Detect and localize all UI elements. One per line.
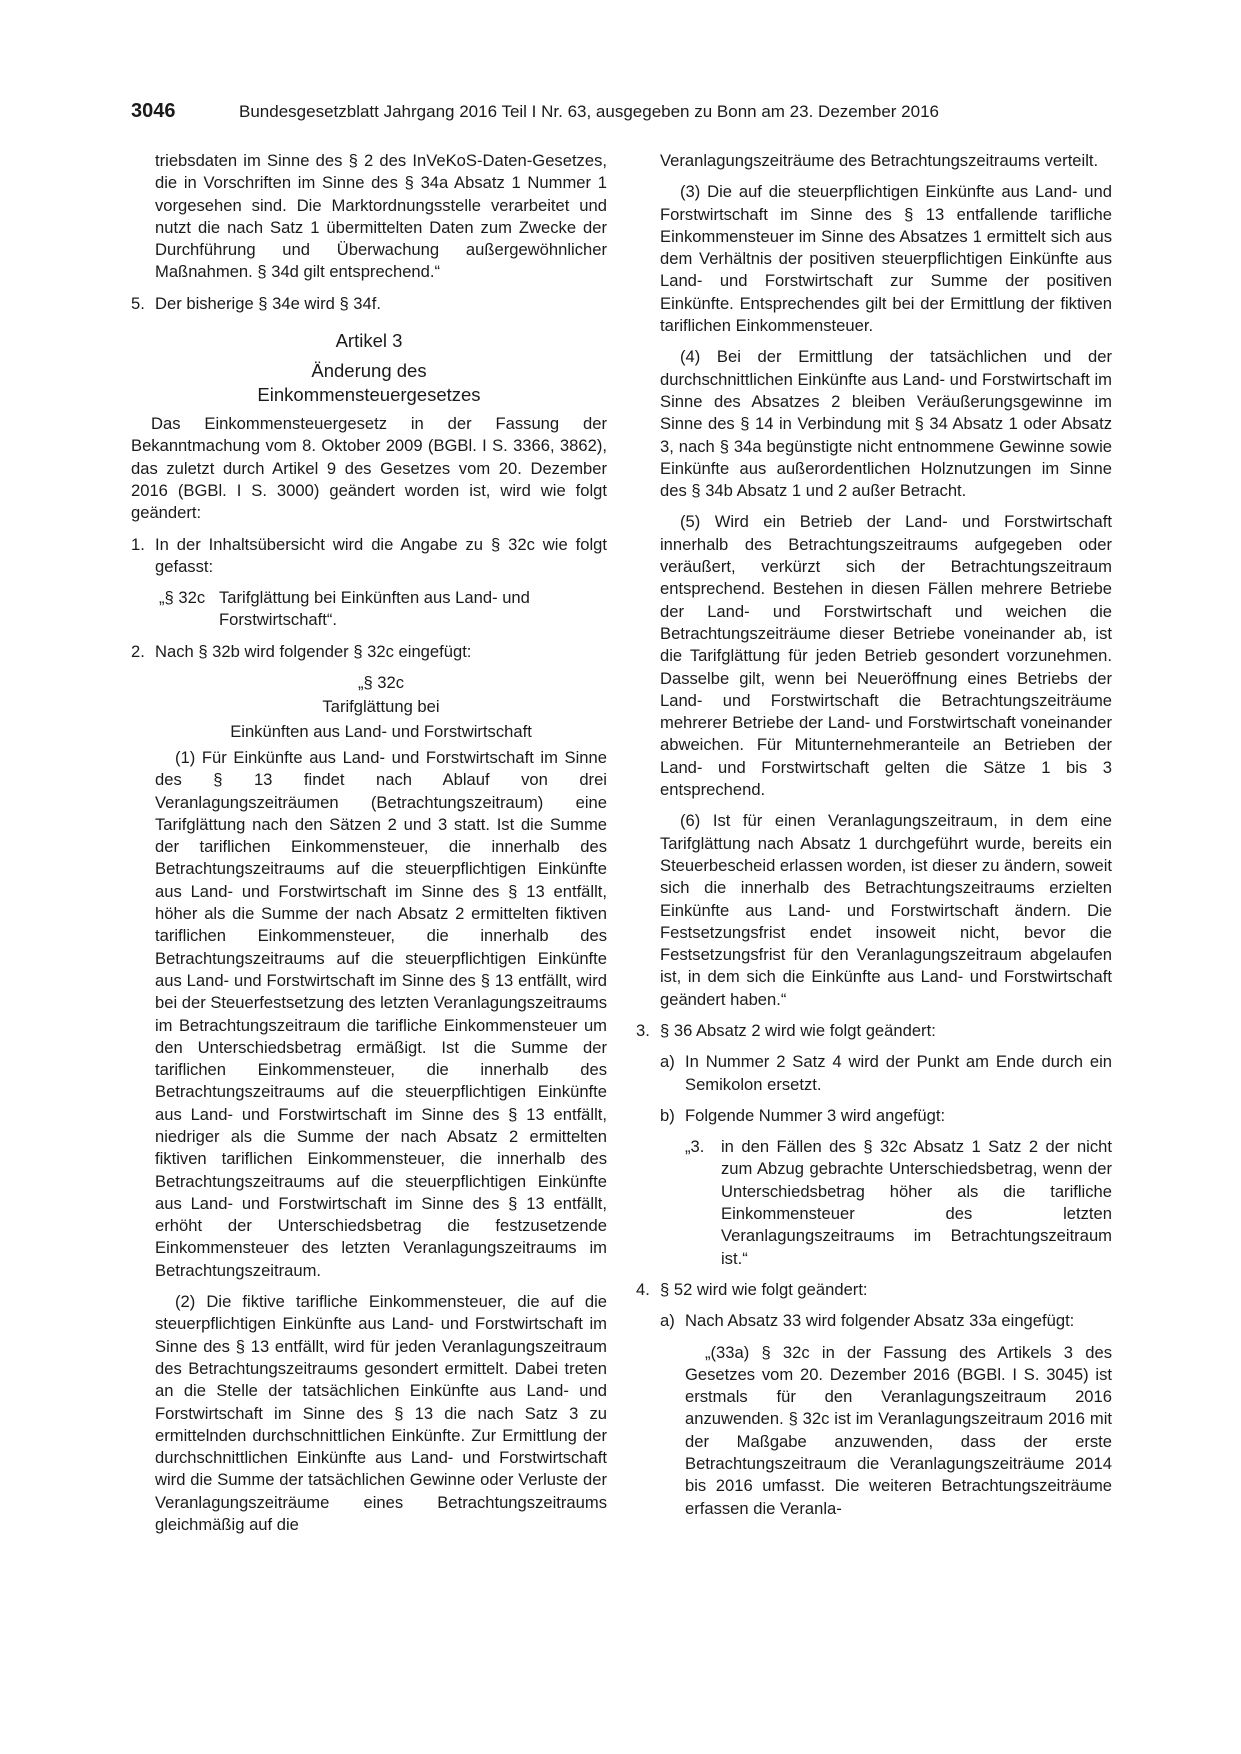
item-label: 3.: [636, 1020, 650, 1040]
quoted-number-3: [636, 1136, 1112, 1270]
toc-entry: [131, 587, 607, 632]
header-title: Bundesgesetzblatt Jahrgang 2016 Teil I Nr. 63, ausgegeben zu Bonn am 23. Dezember 2016: [239, 102, 939, 121]
paragraph-2: (2) Die fiktive tarifliche Einkommensteuer, die auf die steuerpflichtigen Einkünfte aus Land- und Forstwirtschaft im Sinne des § 13 entfällt, wird für jeden Veranlagungszeitraum des Betrachtungszeitraums gesondert ermittelt. Dabei treten an die Stelle der tatsächlichen Einkünfte aus Land- und Forstwirtschaft im Sinne des § 13 die nach Satz 3 zu ermittelnden durchschnittlichen Einkünfte. Zur Ermittlung der durchschnittlichen Einkünfte aus Land- und Forstwirtschaft wird die Summe der tatsächlichen Gewinne oder Verluste der Veranlagungszeiträume eines Betrachtungszeitraums gleichmäßig auf die: [155, 1292, 607, 1535]
item-text: Der bisherige § 34e wird § 34f.: [155, 293, 381, 313]
article-title: [131, 359, 607, 407]
intro-continuation: triebsdaten im Sinne des § 2 des InVeKoS-Daten-Gesetzes, die in Vorschriften im Sinne des § 34a Absatz 1 Nummer 1 vorgesehen sind. Die Marktordnungsstelle verarbeitet und nutzt die nach Satz 1 übermittelten Daten zum Zwecke der Durchführung und Überwachung außergewöhnlicher Maßnahmen. § 34d gilt entsprechend.“: [155, 151, 607, 282]
article-number: Artikel 3: [335, 330, 403, 352]
list-item-5: [131, 293, 607, 315]
section-title-line-2: Einkünften aus Land- und Forstwirtschaft: [230, 721, 532, 741]
item-label: „3.: [685, 1137, 705, 1157]
list-item-2: [131, 641, 607, 663]
list-item-4: [636, 1279, 1112, 1301]
list-item-3a: [636, 1051, 1112, 1096]
paragraph-3: (3) Die auf die steuerpflichtigen Einkünfte aus Land- und Forstwirtschaft im Sinne des § 13 entfallende tarifliche Einkommensteuer im Sinne des Absatzes 1 ermittelt sich aus dem Verhältnis der positiven steuerpflichtigen Einkünfte aus Land- und Forstwirtschaft zur Summe der positiven Einkünfte. Entsprechendes gilt bei der Ermittlung der fiktiven tariflichen Einkommensteuer.: [660, 182, 1112, 336]
article-title-line-1: Änderung des: [311, 360, 427, 382]
left-column: [131, 150, 607, 1536]
item-label: 1.: [131, 534, 145, 554]
list-item-3: [636, 1020, 1112, 1042]
item-text: In der Inhaltsübersicht wird die Angabe zu § 32c wie folgt gefasst:: [155, 534, 607, 576]
item-label: b): [660, 1105, 675, 1125]
list-item-4a: [636, 1310, 1112, 1332]
paragraph-2-continuation: Veranlagungszeiträume des Betrachtungszeitraums verteilt.: [660, 151, 1099, 170]
paragraph-1: (1) Für Einkünfte aus Land- und Forstwirtschaft im Sinne des § 13 findet nach Ablauf von drei Veranlagungszeiträumen (Betrachtungszeitraum) eine Tarifglättung nach den Sätzen 2 und 3 statt. Ist die Summe der tariflichen Einkommensteuer, die innerhalb des Betrachtungszeitraums auf die steuerpflichtigen Einkünfte aus Land- und Forstwirtschaft im Sinne des § 13 entfällt, höher als die Summe der nach Absatz 2 ermittelten fiktiven tariflichen Einkommensteuer, die innerhalb des Betrachtungszeitraums auf die steuerpflichtigen Einkünfte aus Land- und Forstwirtschaft im Sinne des § 13 entfällt, wird bei der Steuerfestsetzung des letzten Veranlagungszeitraums im Betrachtungszeitraum die tarifliche Einkommensteuer um den Unterschiedsbetrag ermäßigt. Ist die Summe der tariflichen Einkommensteuer, die innerhalb des Betrachtungszeitraums auf die steuerpflichtigen Einkünfte aus Land- und Forstwirtschaft im Sinne des § 13 entfällt, niedriger als die Summe der nach Absatz 2 ermittelten fiktiven tariflichen Einkommensteuer, die innerhalb des Betrachtungszeitraums auf die steuerpflichtigen Einkünfte aus Land- und Forstwirtschaft im Sinne des § 13 entfällt, erhöht der Unterschiedsbetrag die festzusetzende Einkommensteuer des letzten Veranlagungszeitraums im Betrachtungszeitraum.: [155, 747, 607, 1280]
item-text: § 52 wird wie folgt geändert:: [660, 1279, 868, 1299]
item-text: Nach § 32b wird folgender § 32c eingefügt:: [155, 641, 472, 661]
toc-text: Tarifglättung bei Einkünften aus Land- und Forstwirtschaft“.: [219, 588, 530, 630]
item-text: in den Fällen des § 32c Absatz 1 Satz 2 der nicht zum Abzug gebrachte Unterschiedsbetrag, wenn der Unterschiedsbetrag höher als die tarifliche Einkommensteuer des letzten Veranlagungszeitraums im Betrachtungszeitraum ist.“: [721, 1137, 1112, 1268]
item-label: 4.: [636, 1279, 650, 1299]
article-title-line-2: Einkommensteuergesetzes: [257, 384, 481, 406]
article-intro: Das Einkommensteuergesetz in der Fassung der Bekanntmachung vom 8. Oktober 2009 (BGBl. I S. 3366, 3862), das zuletzt durch Artikel 9 des Gesetzes vom 20. Dezember 2016 (BGBl. I S. 3000) geändert worden ist, wird wie folgt geändert:: [131, 414, 607, 523]
item-text: Folgende Nummer 3 wird angefügt:: [685, 1105, 946, 1125]
toc-label: „§ 32c: [159, 588, 206, 608]
paragraph-6: (6) Ist für einen Veranlagungszeitraum, in dem eine Tarifglättung nach Absatz 1 durchgeführt wurde, bereits ein Steuerbescheid erlassen worden, ist dieser zu ändern, soweit sich die innerhalb des Betrachtungszeitraums erzielten Einkünfte aus Land- und Forstwirtschaft ändern. Die Festsetzungsfrist endet insoweit nicht, bevor die Festsetzungsfrist für den Veranlagungszeitraum abgelaufen ist, in dem sich die Einkünfte aus Land- und Forstwirtschaft geändert haben.“: [660, 811, 1112, 1009]
item-text: § 36 Absatz 2 wird wie folgt geändert:: [660, 1020, 936, 1040]
item-text: In Nummer 2 Satz 4 wird der Punkt am Ende durch ein Semikolon ersetzt.: [685, 1052, 1112, 1094]
item-label: a): [660, 1311, 675, 1331]
page-number: 3046: [131, 100, 176, 122]
paragraph-4: (4) Bei der Ermittlung der tatsächlichen und der durchschnittlichen Einkünfte aus Land- und Forstwirtschaft im Sinne des Absatzes 2 bleiben Veräußerungsgewinne im Sinne des § 14 in Verbindung mit § 34 Absatz 1 oder Absatz 3, nach § 34a begünstigte nicht entnommene Gewinne sowie Einkünfte aus außerordentlichen Holznutzungen im Sinne des § 34b Absatz 1 und 2 außer Betracht.: [660, 347, 1112, 501]
item-label: 2.: [131, 641, 145, 661]
paragraph-5: (5) Wird ein Betrieb der Land- und Forstwirtschaft innerhalb des Betrachtungszeitraums aufgegeben oder veräußert, verkürzt sich der Betrachtungszeitraum entsprechend. Bestehen in diesen Fällen mehrere Betriebe der Land- und Forstwirtschaft und weichen die Betrachtungszeiträume dieser Betriebe voneinander ab, ist die Tarifglättung für jeden Betrieb gesondert vorzunehmen. Dasselbe gilt, wenn bei Neueröffnung eines Betriebs der Land- und Forstwirtschaft die Betrachtungszeiträume mehrerer Betriebe der Land- und Forstwirtschaft voneinander abweichen. Für Mitunternehmeranteile an Betrieben der Land- und Forstwirtschaft gelten die Sätze 1 bis 3 entsprechend.: [660, 512, 1112, 800]
right-column: [636, 150, 1112, 1520]
page-header: [131, 100, 1031, 130]
item-text: Nach Absatz 33 wird folgender Absatz 33a eingefügt:: [685, 1311, 1075, 1331]
item-label: 5.: [131, 293, 145, 313]
list-item-3b: [636, 1105, 1112, 1127]
section-number: „§ 32c: [357, 673, 405, 693]
item-label: a): [660, 1052, 675, 1072]
section-title-line-1: Tarifglättung bei: [322, 697, 440, 717]
quoted-paragraph-33a: „(33a) § 32c in der Fassung des Artikels 3 des Gesetzes vom 20. Dezember 2016 (BGBl. I S. 3045) ist erstmals für den Veranlagungszeitraum 2016 anzuwenden. § 32c ist im Veranlagungszeitraum 2016 mit der Maßgabe anzuwenden, dass der erste Betrachtungszeitraum die Veranlagungszeiträume 2014 bis 2016 umfasst. Die weiteren Betrachtungszeiträume erfassen die Veranla-: [685, 1342, 1112, 1518]
list-item-1: [131, 534, 607, 579]
